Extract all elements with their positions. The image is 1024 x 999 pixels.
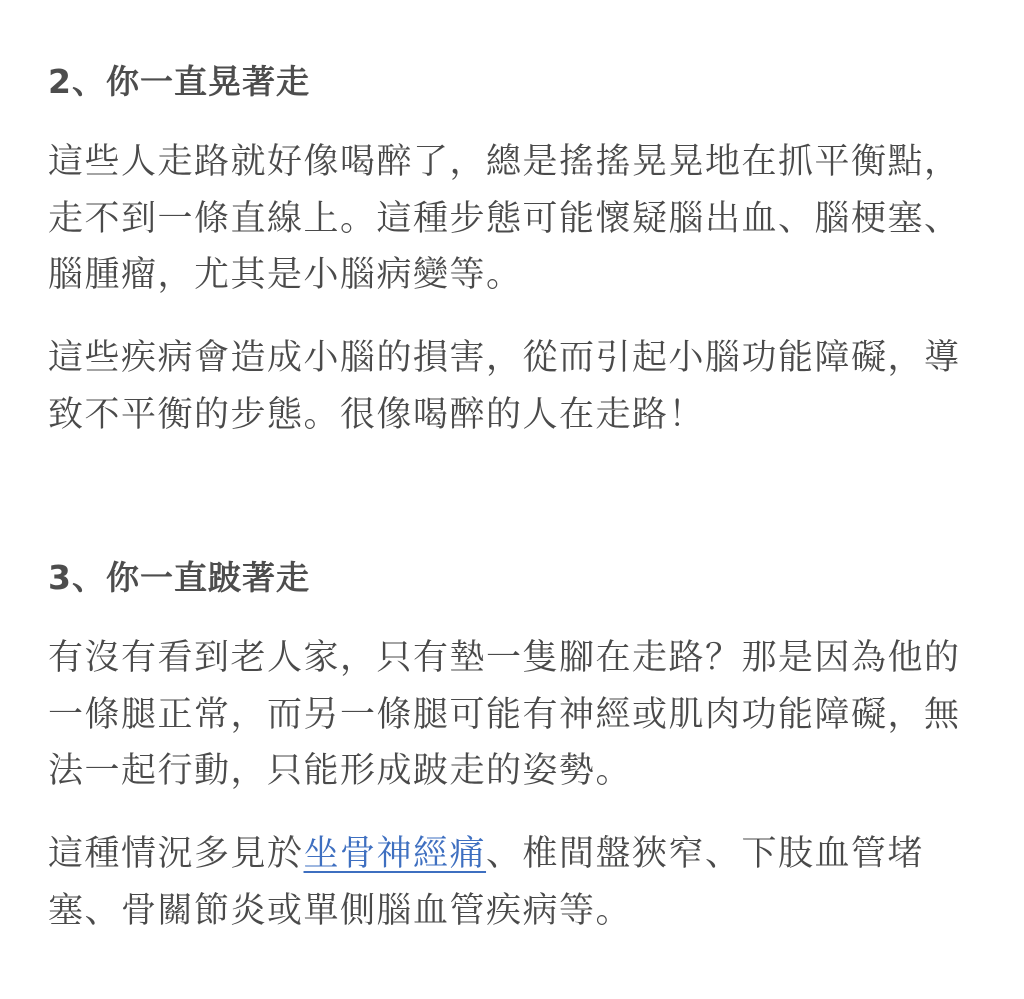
paragraph-cerebellum-damage: 這些疾病會造成小腦的損害，從而引起小腦功能障礙，導致不平衡的步態。很像喝醉的人在走路！	[48, 338, 961, 435]
paragraph-causes	[48, 826, 988, 939]
section-heading-3: 3、你一直跛著走	[48, 558, 310, 597]
causes-text-before: 這種情況多見於	[48, 834, 304, 874]
section-heading-2: 2、你一直晃著走	[48, 62, 310, 101]
paragraph-limping-gait: 有沒有看到老人家，只有墊一隻腳在走路？那是因為他的一條腿正常，而另一條腿可能有神經或肌肉功能障礙，無法一起行動，只能形成跛走的姿勢。	[48, 638, 961, 791]
sciatica-link[interactable]: 坐骨神經痛	[303, 834, 487, 874]
paragraph-drunk-gait: 這些人走路就好像喝醉了，總是搖搖晃晃地在抓平衡點，走不到一條直線上。這種步態可能懷疑腦出血、腦梗塞、腦腫瘤，尤其是小腦病變等。	[48, 142, 961, 295]
causes-text-after: 、椎間盤狹窄、下肢血管堵塞、骨關節炎或單側腦血管疾病等。	[48, 834, 925, 931]
